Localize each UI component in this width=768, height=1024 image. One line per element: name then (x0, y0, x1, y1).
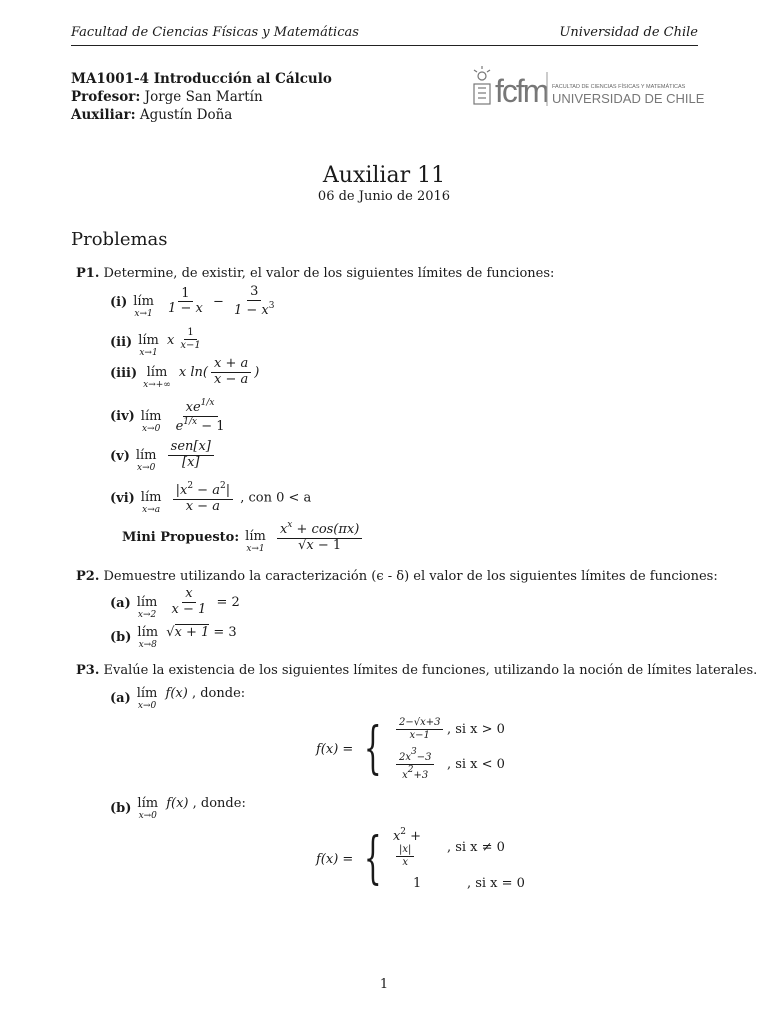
lim-subscript: x→1 (134, 309, 153, 320)
university-logo (470, 66, 710, 110)
page-number: 1 (379, 977, 389, 992)
item-label: (b) (110, 630, 132, 645)
p1-statement (76, 266, 554, 281)
p1-item-ii: (ii) lím x→1 x $\frac{1}{x-1}$ (110, 327, 201, 358)
item-label: (iii) (110, 365, 138, 381)
logo-faculty-text: FACULTAD DE CIENCIAS FÍSICAS Y MATEMÁTICAS (552, 84, 686, 90)
p1-item-iii: (iii) lím x→+∞ x ln( $\frac{x + a}{x - a}$ ) (110, 356, 260, 390)
item-label: (b) (110, 801, 132, 816)
condition-2: , si x = 0 (466, 876, 525, 891)
fx-label: f(x) = (316, 851, 354, 867)
auxiliar-label: Auxiliar: (71, 107, 136, 123)
item-label: (iv) (110, 408, 135, 424)
p3-statement (76, 663, 757, 678)
p3-text: Evalúe la existencia de los siguientes límites de funciones, utilizando la noción de límites laterales. (103, 663, 758, 678)
auxiliar-name: Agustín Doña (139, 107, 233, 123)
item-label: (a) (110, 595, 131, 611)
lim-subscript: x→1 (246, 544, 265, 555)
p3-label: P3. (76, 663, 100, 678)
header-faculty: Facultad de Ciencias Físicas y Matemáticas (71, 25, 359, 40)
logo-graphic (470, 66, 710, 110)
lim-word: lím (138, 333, 159, 348)
fx-label: f(x) = (316, 741, 354, 757)
lim-word: lím (135, 447, 157, 463)
item-label: (a) (110, 691, 131, 706)
p1-label: P1. (76, 266, 100, 281)
item-label: (v) (110, 448, 130, 464)
piecewise-a: f(x) = { $\frac{2-√x+3}{x-1}$ , si x > 0 $\frac{2x3-3}{x2+3}$ , si x < 0 (316, 716, 505, 781)
donde-text: , donde: (191, 686, 246, 701)
p1-item-vi: (vi) lím x→a $\frac{|x^2 - a^2|}{x - a}$ , con 0 < a (110, 481, 312, 516)
p2-item-b: (b) lím x→8 √x + 1 = 3 (110, 625, 237, 650)
condition-1: , si x > 0 (446, 721, 505, 737)
p1-mini-propuesto: Mini Propuesto: lím x→1 $\frac{x^x + \cos(\pi x)}{√x - 1}$ (122, 520, 365, 554)
donde-text: , donde: (192, 796, 246, 811)
limit-expression: f(x) (165, 686, 188, 701)
course-info (71, 70, 332, 124)
lim-word: lím (140, 408, 162, 424)
p2-statement (76, 569, 718, 584)
p1-text: Determine, de existir, el valor de los siguientes límites de funciones: (103, 266, 555, 281)
lim-subscript: x→a (142, 505, 161, 516)
condition-1: , si x ≠ 0 (446, 840, 505, 855)
limit-expression: f(x) (166, 796, 189, 811)
lim-subscript: x→8 (138, 640, 157, 650)
professor-line (71, 88, 332, 106)
item-label: (ii) (110, 335, 133, 350)
logo-university-text: UNIVERSIDAD DE CHILE (552, 91, 705, 106)
header-university: Universidad de Chile (559, 25, 698, 40)
p3-item-a: (a) lím x→0 f(x) , donde: (110, 686, 246, 711)
lim-subscript: x→2 (137, 609, 157, 620)
piecewise-b: f(x) = { $x^2$ + $\frac{|x|}{x}$ , si x ≠ 0 1 , si x = 0 (316, 826, 525, 891)
auxiliar-line (71, 106, 332, 124)
lim-word: lím (133, 294, 154, 310)
result-text: = 3 (213, 625, 237, 640)
p1-item-v: (v) lím x→0 $\frac{\text{sen[x]}}{[x]}$ (110, 440, 217, 473)
item-label: (vi) (110, 490, 135, 506)
mini-label: Mini Propuesto: (122, 529, 240, 545)
p2-item-a: (a) lím x→2 $\frac{x}{x - 1}$ = 2 (110, 586, 240, 620)
header-rule (71, 45, 698, 46)
lim-subscript: x→+∞ (143, 379, 171, 390)
lim-subscript: x→0 (141, 423, 161, 434)
lim-subscript: x→0 (138, 811, 157, 821)
p2-text: Demuestre utilizando la caracterización (ϵ - δ) el valor de los siguientes límites de funciones: (103, 569, 718, 584)
p1-item-i: (i) lím x→1 $\frac{1}{1 - x}$ − $\frac{3}{1 - x^3}$ (110, 284, 275, 320)
lim-subscript: x→1 (139, 348, 158, 358)
p1-item-iv: (iv) lím x→0 $\frac{xe^{1/x}}{e^{1/x} - 1}$ (110, 398, 225, 434)
condition-2: , si x < 0 (446, 756, 505, 772)
result-text: = 2 (216, 594, 240, 610)
section-title: Problemas (71, 229, 168, 250)
professor-name: Jorge San Martín (144, 89, 263, 105)
logo-mark: fcfm (495, 73, 548, 109)
lim-subscript: x→0 (137, 701, 157, 711)
page-date: 06 de Junio de 2016 (317, 189, 451, 204)
p2-label: P2. (76, 569, 100, 584)
p3-item-b: (b) lím x→0 f(x) , donde: (110, 796, 246, 821)
professor-label: Profesor: (71, 89, 141, 105)
star-emblem-icon (474, 66, 490, 104)
lim-word: lím (140, 490, 162, 506)
course-title: MA1001-4 Introducción al Cálculo (71, 71, 332, 87)
item-label: (i) (110, 294, 128, 310)
lim-subscript: x→0 (137, 462, 156, 473)
page-title: Auxiliar 11 (322, 163, 446, 188)
condition-text: , con 0 < a (240, 490, 312, 506)
lim-word: lím (146, 364, 168, 380)
